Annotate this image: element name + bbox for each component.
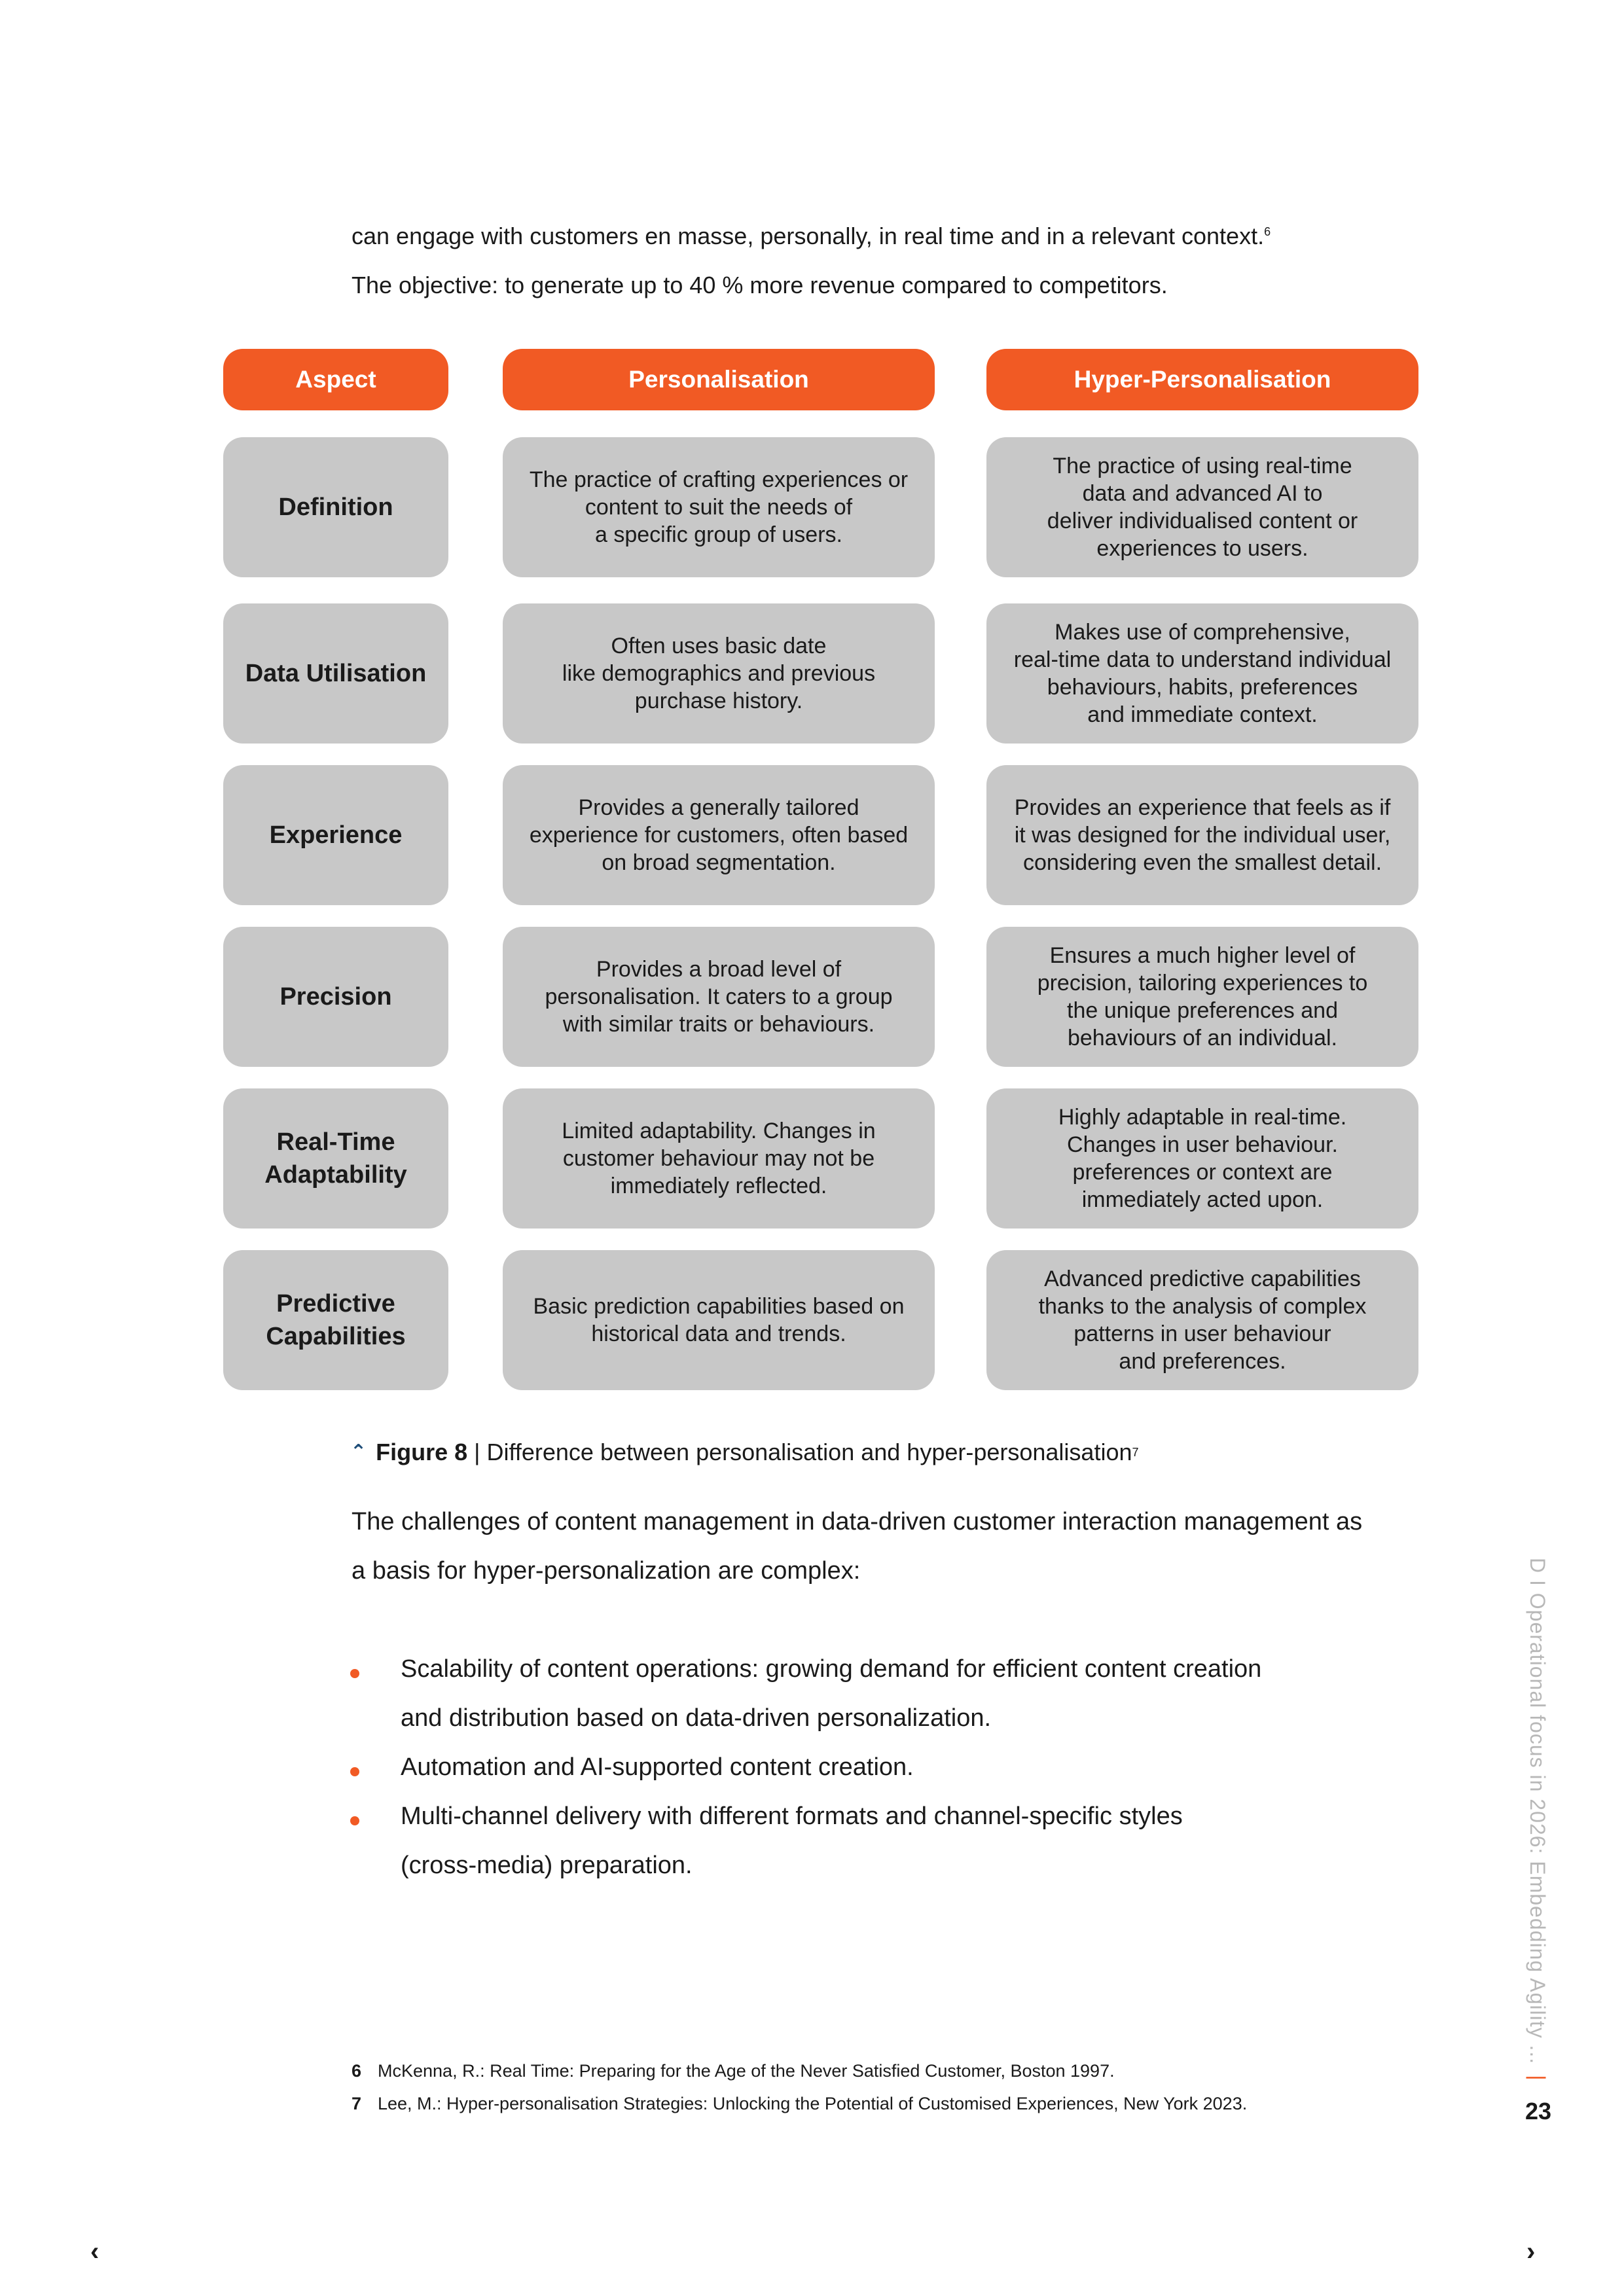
cell-line: Adaptability	[264, 1161, 407, 1189]
header-aspect: Aspect	[223, 349, 448, 410]
cell-line: Capabilities	[266, 1323, 406, 1350]
table-cell-aspect	[223, 603, 448, 744]
previous-page-button[interactable]: ‹	[90, 2237, 99, 2266]
cell-line: Data Utilisation	[245, 660, 427, 687]
cell-line: patterns in user behaviour	[1074, 1321, 1331, 1346]
table-cell-personalisation	[503, 1088, 935, 1229]
cell-line: experience for customers, often based	[529, 823, 909, 848]
cell-text	[245, 657, 427, 690]
chapter-sidebar-label: D I Operational focus in 2026: Embedding Agility ...|	[1526, 1558, 1549, 2081]
bullet-dot-icon	[350, 1669, 359, 1678]
cell-line: Experience	[269, 821, 403, 849]
cell-text	[562, 632, 875, 715]
cell-text	[266, 1287, 405, 1353]
table-cell-hyper-personalisation	[986, 1088, 1418, 1229]
cell-line: considering even the smallest detail.	[1022, 850, 1382, 875]
cell-line: Advanced predictive capabilities	[1044, 1266, 1361, 1291]
cell-line: deliver individualised content or	[1047, 509, 1358, 533]
page-number: 23	[1525, 2098, 1552, 2125]
cell-line: and preferences.	[1119, 1349, 1286, 1374]
table-cell-aspect	[223, 1250, 448, 1390]
cell-line: purchase history.	[634, 689, 803, 713]
intro-line-2: The objective: to generate up to 40 % more revenue compared to competitors.	[352, 272, 1168, 298]
body-paragraph-line-1: The challenges of content management in data-driven customer interaction management as	[352, 1508, 1363, 1535]
cell-line: Changes in user behaviour.	[1067, 1132, 1338, 1157]
cell-text	[1039, 1265, 1367, 1375]
table-cell-personalisation	[503, 765, 935, 905]
cell-line: Precision	[280, 983, 392, 1011]
cell-line: preferences or context are	[1072, 1160, 1333, 1185]
cell-line: Predictive	[276, 1290, 395, 1318]
table-cell-hyper-personalisation	[986, 765, 1418, 905]
cell-text	[1047, 452, 1358, 562]
cell-line: immediately reflected.	[610, 1174, 827, 1198]
cell-line: Highly adaptable in real-time.	[1058, 1105, 1347, 1130]
next-page-button[interactable]: ›	[1526, 2237, 1536, 2266]
cell-line: The practice of using real-time	[1053, 454, 1352, 478]
table-cell-aspect	[223, 1088, 448, 1229]
cell-line: with similar traits or behaviours.	[562, 1012, 875, 1037]
cell-line: experiences to users.	[1096, 536, 1308, 561]
cell-line: real-time data to understand individual	[1013, 647, 1392, 672]
cell-line: Real-Time	[276, 1128, 395, 1156]
footnote-6: 6 McKenna, R.: Real Time: Preparing for the Age of the Never Satisfied Customer, Boston 1997.	[352, 2061, 1115, 2081]
caption-separator: |	[467, 1439, 487, 1465]
cell-text	[278, 491, 393, 524]
cell-line: on broad segmentation.	[602, 850, 836, 875]
cell-line: data and advanced AI to	[1082, 481, 1323, 506]
cell-line: Ensures a much higher level of	[1049, 943, 1356, 968]
cell-line: precision, tailoring experiences to	[1037, 971, 1368, 996]
cell-line: a specific group of users.	[595, 522, 842, 547]
cell-text	[530, 466, 908, 548]
cell-line: behaviours, habits, preferences	[1047, 675, 1358, 700]
table-cell-hyper-personalisation	[986, 437, 1418, 577]
footnote-ref-6: 6	[1264, 225, 1271, 238]
cell-text	[1015, 794, 1391, 876]
cell-line: Provides an experience that feels as if	[1014, 795, 1391, 820]
cell-line: Makes use of comprehensive,	[1055, 620, 1350, 645]
cell-line: Definition	[278, 493, 393, 521]
chevron-up-icon[interactable]: ⌃	[350, 1441, 367, 1463]
table-cell-aspect	[223, 765, 448, 905]
cell-line: Basic prediction capabilities based on	[533, 1294, 905, 1319]
cell-text	[1038, 942, 1368, 1052]
table-cell-aspect	[223, 437, 448, 577]
figure-label: Figure 8	[376, 1439, 468, 1465]
footnote-7: 7 Lee, M.: Hyper-personalisation Strategies: Unlocking the Potential of Customised Experiences, New York 2023.	[352, 2094, 1248, 2113]
caption-text: Difference between personalisation and hyper-personalisation	[486, 1439, 1132, 1465]
bullet-3-line-1: Multi-channel delivery with different formats and channel-specific styles	[401, 1803, 1183, 1830]
cell-text	[264, 1126, 406, 1191]
header-hyper-personalisation: Hyper-Personalisation	[986, 349, 1418, 410]
cell-line: like demographics and previous	[562, 661, 876, 686]
cell-line: personalisation. It caters to a group	[545, 984, 893, 1009]
cell-text	[1014, 619, 1391, 728]
cell-line: content to suit the needs of	[585, 495, 853, 520]
sidebar-bar: |	[1526, 2075, 1549, 2081]
bullet-dot-icon	[350, 1816, 359, 1825]
cell-line: Provides a generally tailored	[578, 795, 859, 820]
figure-caption: ⌃ Figure 8 | Difference between personalisation and hyper-personalisation 7	[350, 1437, 1139, 1468]
cell-text	[280, 980, 391, 1013]
cell-line: the unique preferences and	[1067, 998, 1338, 1023]
cell-text	[270, 819, 403, 852]
table-cell-personalisation	[503, 603, 935, 744]
cell-line: historical data and trends.	[591, 1321, 846, 1346]
table-cell-hyper-personalisation	[986, 1250, 1418, 1390]
cell-text	[1058, 1103, 1346, 1213]
cell-line: Limited adaptability. Changes in	[562, 1119, 876, 1143]
bullet-3-line-2: (cross-media) preparation.	[401, 1852, 693, 1879]
cell-line: Often uses basic date	[611, 634, 827, 658]
bullet-1-line-2: and distribution based on data-driven personalization.	[401, 1704, 992, 1732]
intro-line-1: can engage with customers en masse, personally, in real time and in a relevant context.$^6$	[352, 223, 1271, 249]
table-cell-personalisation	[503, 927, 935, 1067]
body-paragraph-line-2: a basis for hyper-personalization are complex:	[352, 1557, 861, 1585]
cell-line: and immediate context.	[1087, 702, 1318, 727]
table-cell-personalisation	[503, 437, 935, 577]
cell-text	[530, 794, 908, 876]
header-personalisation: Personalisation	[503, 349, 935, 410]
cell-line: behaviours of an individual.	[1067, 1026, 1338, 1050]
bullet-dot-icon	[350, 1767, 359, 1776]
table-cell-hyper-personalisation	[986, 603, 1418, 744]
table-cell-hyper-personalisation	[986, 927, 1418, 1067]
cell-text	[533, 1293, 904, 1348]
cell-line: customer behaviour may not be	[562, 1146, 875, 1171]
table-cell-aspect	[223, 927, 448, 1067]
cell-text	[562, 1117, 875, 1200]
cell-line: thanks to the analysis of complex	[1038, 1294, 1367, 1319]
cell-line: Provides a broad level of	[596, 957, 842, 982]
cell-line: The practice of crafting experiences or	[529, 467, 909, 492]
cell-line: it was designed for the individual user,	[1014, 823, 1391, 848]
table-cell-personalisation	[503, 1250, 935, 1390]
bullet-2-line-1: Automation and AI-supported content creation.	[401, 1753, 914, 1781]
cell-text	[545, 956, 892, 1038]
cell-line: immediately acted upon.	[1081, 1187, 1324, 1212]
bullet-1-line-1: Scalability of content operations: growing demand for efficient content creation	[401, 1655, 1262, 1683]
